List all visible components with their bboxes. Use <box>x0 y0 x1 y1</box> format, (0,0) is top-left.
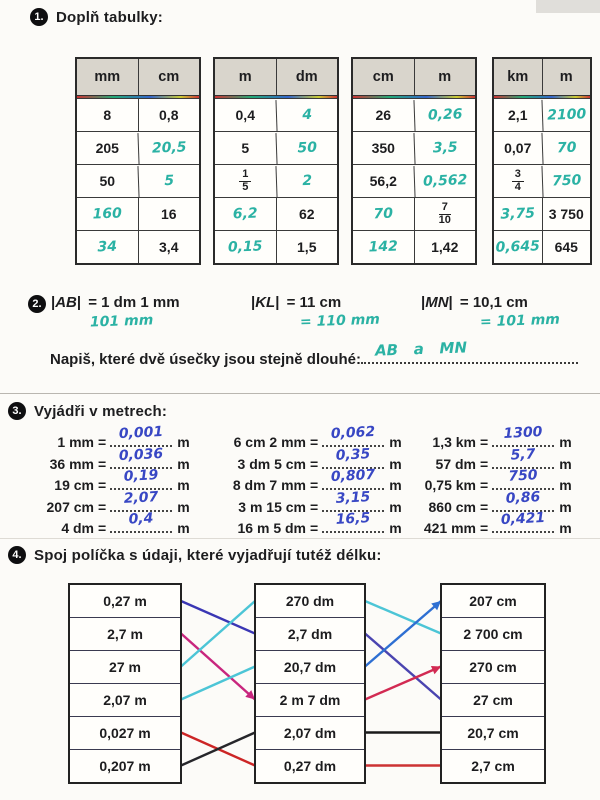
unit-label: m <box>177 498 190 515</box>
equals-sign: = <box>480 455 489 472</box>
unit-label: m <box>389 520 402 536</box>
table-row <box>215 164 337 197</box>
conversion-row <box>6 510 190 538</box>
handwritten-cell: 20,5 <box>137 131 200 165</box>
table-row <box>494 98 590 131</box>
conversion-label: 16 m 5 dm <box>237 520 306 536</box>
handwritten-answer: 0,036 <box>118 445 164 464</box>
segment-length-handwritten: = 110 mm <box>299 311 381 331</box>
table-row <box>353 197 475 230</box>
match-line <box>181 733 255 766</box>
match-box: 2,7 cm <box>442 749 544 782</box>
handwritten-answer: 0,86 <box>505 488 541 507</box>
match-box: 0,027 m <box>70 716 180 749</box>
table-row <box>215 131 337 164</box>
unit-label: m <box>389 498 402 515</box>
conversion-label: 421 mm <box>423 520 476 536</box>
table-row <box>353 164 475 197</box>
handwritten-cell: 70 <box>541 131 591 165</box>
table-header-cell: m <box>414 59 476 95</box>
printed-cell: 3,4 <box>138 231 200 263</box>
equals-sign: = <box>98 434 107 450</box>
unit-label: m <box>559 477 572 493</box>
handwritten-answer: 1300 <box>503 423 544 443</box>
dotted-blank <box>110 467 172 490</box>
table-header-cell: m <box>542 59 591 95</box>
handwritten-answer: 0,421 <box>500 509 546 529</box>
unit-label: m <box>177 477 190 493</box>
printed-cell: 26 <box>375 107 392 123</box>
conversion-label: 8 dm 7 mm <box>232 477 306 493</box>
printed-cell: 1,5 <box>276 231 338 263</box>
conversion-label: 1,3 km <box>432 434 476 450</box>
dotted-blank <box>322 423 384 447</box>
match-box: 0,27 m <box>103 593 147 609</box>
conversion-label: 57 dm <box>435 455 476 472</box>
dotted-blank <box>492 423 554 447</box>
match-box: 0,207 m <box>70 749 180 782</box>
unit-label: m <box>559 434 572 450</box>
exercise4-header <box>8 546 382 564</box>
match-line <box>181 601 255 667</box>
equals-sign: = <box>310 520 319 536</box>
unit-label: m <box>559 498 572 515</box>
table-row <box>77 131 199 164</box>
table-header-cell: cm <box>372 69 394 85</box>
handwritten-answer: 0,062 <box>330 423 376 443</box>
match-box: 0,27 dm <box>256 749 364 782</box>
table-row <box>215 98 337 131</box>
equals-sign: = <box>98 498 107 515</box>
handwritten-cell: 2 <box>275 164 338 198</box>
conversion-label: 3 dm 5 cm <box>237 455 306 472</box>
match-line <box>181 634 255 700</box>
match-box: 2,07 m <box>70 683 180 716</box>
handwritten-answer: 2,07 <box>123 488 159 507</box>
unit-label: m <box>389 434 402 450</box>
unit-table <box>213 57 339 265</box>
printed-cell: 1,42 <box>414 231 476 263</box>
handwritten-answer: 0,19 <box>123 467 159 485</box>
match-box: 2,7 m <box>70 617 180 650</box>
dotted-blank <box>322 466 384 490</box>
printed-cell: 56,2 <box>369 173 397 189</box>
dotted-blank <box>322 510 384 533</box>
section-divider-faint <box>0 538 600 539</box>
segment-length-handwritten: 101 mm <box>89 312 154 331</box>
printed-cell: 0,07 <box>504 140 532 156</box>
question-text: Napiš, které dvě úsečky jsou stejně dlouhé: <box>50 351 361 368</box>
conversion-label: 207 cm <box>46 498 94 515</box>
match-column <box>440 583 546 784</box>
printed-cell: 0,8 <box>138 99 200 131</box>
exercise3-number-badge: 3. <box>8 402 26 420</box>
printed-cell: $\frac{7}{10}$ <box>414 198 476 230</box>
handwritten-cell: 0,15 <box>227 238 263 256</box>
printed-cell: 62 <box>276 198 338 230</box>
unit-table <box>492 57 592 265</box>
exercise4-number-badge: 4. <box>8 546 26 564</box>
handwritten-cell: 0,562 <box>413 164 476 198</box>
match-box: 270 cm <box>442 650 544 683</box>
conversion-label: 0,75 km <box>424 477 476 493</box>
unit-tables <box>0 57 600 267</box>
exercise1-header <box>30 8 163 26</box>
exercise2-number-badge: 2. <box>28 295 46 313</box>
table-row <box>353 98 475 131</box>
conversion-label: 860 cm <box>428 498 476 515</box>
segment-length-printed: |KL| = 11 cm <box>248 294 342 311</box>
dotted-blank <box>110 510 172 533</box>
conversion-label: 1 mm <box>57 434 94 450</box>
match-box: 27 m <box>70 650 180 683</box>
table-header-cell: km <box>507 69 529 85</box>
handwritten-cell: 4 <box>275 98 338 132</box>
match-box: 2 m 7 dm <box>256 683 364 716</box>
equals-sign: = <box>480 520 489 536</box>
unit-label: m <box>559 455 572 472</box>
match-line <box>365 634 441 700</box>
handwritten-answer: 0,807 <box>330 466 376 486</box>
table-row <box>77 98 199 131</box>
conversion-row <box>392 509 572 538</box>
exercise2 <box>0 294 600 368</box>
printed-cell: 5 <box>241 140 250 156</box>
unit-label: m <box>389 477 402 493</box>
scan-smudge <box>536 0 600 13</box>
handwritten-answer: AB a MN <box>374 338 468 360</box>
printed-cell: 50 <box>99 173 116 189</box>
segment-length-printed: |MN| = 10,1 cm <box>418 294 528 311</box>
table-header-cell: cm <box>138 59 200 95</box>
handwritten-cell: 6,2 <box>232 205 258 223</box>
match-column <box>254 583 366 784</box>
match-box: 207 cm <box>469 593 517 609</box>
segment-row <box>0 294 600 340</box>
segment-item <box>248 294 380 329</box>
segment-length-handwritten: = 101 mm <box>479 311 561 331</box>
equals-sign: = <box>480 498 489 515</box>
match-box: 270 dm <box>285 593 335 609</box>
handwritten-cell: 3,75 <box>500 205 536 223</box>
unit-table <box>351 57 477 265</box>
table-header-cell: m <box>238 69 252 85</box>
dotted-blank <box>492 467 554 490</box>
handwritten-cell: 0,26 <box>413 98 476 132</box>
handwritten-cell: 70 <box>373 205 394 223</box>
conversion-column <box>392 423 572 538</box>
table-row <box>494 230 590 263</box>
handwritten-cell: 142 <box>368 238 399 256</box>
handwritten-cell: 3,5 <box>413 131 476 165</box>
handwritten-answer: 5,7 <box>510 445 536 464</box>
equals-sign: = <box>310 498 319 515</box>
question-line <box>50 338 578 368</box>
conversion-column <box>6 423 190 538</box>
handwritten-answer: 0,001 <box>118 423 164 443</box>
match-box: 2 700 cm <box>442 617 544 650</box>
handwritten-answer: 16,5 <box>335 510 371 528</box>
printed-cell: 645 <box>542 231 591 263</box>
table-row <box>77 164 199 197</box>
unit-table <box>75 57 201 265</box>
table-row <box>494 197 590 230</box>
handwritten-answer: 0,4 <box>128 510 154 528</box>
equals-sign: = <box>98 455 107 472</box>
match-box: 2,07 dm <box>256 716 364 749</box>
handwritten-cell: 160 <box>92 205 123 223</box>
printed-cell: $\frac{3}{4}$ <box>494 165 542 197</box>
equals-sign: = <box>98 477 107 493</box>
answer-blank <box>361 338 578 364</box>
table-row <box>353 131 475 164</box>
printed-cell: $\frac{1}{5}$ <box>215 165 276 197</box>
conversion-label: 4 dm <box>61 520 94 536</box>
segment-length-printed: |AB| = 1 dm 1 mm <box>48 294 180 311</box>
match-box: 27 cm <box>442 683 544 716</box>
dotted-blank <box>110 423 172 447</box>
table-row <box>215 197 337 230</box>
printed-cell: 350 <box>371 140 395 156</box>
unit-label: m <box>559 520 572 536</box>
conversion-label: 19 cm <box>54 477 94 493</box>
handwritten-answer: 3,15 <box>335 488 371 507</box>
printed-cell: 0,4 <box>235 107 255 123</box>
equals-sign: = <box>480 477 489 493</box>
table-header-cell: dm <box>276 59 338 95</box>
printed-cell: 16 <box>138 198 200 230</box>
conversion-label: 3 m 15 cm <box>238 498 306 515</box>
equals-sign: = <box>310 477 319 493</box>
match-column <box>68 583 182 784</box>
printed-cell: 2,1 <box>508 107 528 123</box>
match-area <box>0 583 600 795</box>
table-row <box>215 230 337 263</box>
printed-cell: 8 <box>103 107 112 123</box>
unit-label: m <box>177 455 190 472</box>
handwritten-cell: 750 <box>541 164 591 198</box>
exercise3-header <box>8 402 167 420</box>
unit-label: m <box>177 434 190 450</box>
table-header-cell: mm <box>94 69 121 85</box>
match-line <box>181 601 255 634</box>
table-row <box>77 230 199 263</box>
match-box: 20,7 cm <box>442 716 544 749</box>
exercise3-title: Vyjádři v metrech: <box>34 402 168 420</box>
segment-item <box>48 294 180 329</box>
match-line <box>365 601 441 634</box>
conversion-row <box>198 510 402 538</box>
printed-cell: 3 750 <box>542 198 591 230</box>
equals-sign: = <box>480 434 489 450</box>
unit-label: m <box>177 520 190 536</box>
section-divider <box>0 393 600 394</box>
dotted-blank <box>492 509 554 533</box>
unit-label: m <box>389 455 402 472</box>
equals-sign: = <box>310 434 319 450</box>
printed-cell: 205 <box>95 140 119 156</box>
exercise1-title: Doplň tabulky: <box>56 8 163 26</box>
conversion-label: 36 mm <box>49 455 94 472</box>
table-row <box>353 230 475 263</box>
handwritten-answer: 750 <box>508 467 539 485</box>
match-box: 2,7 dm <box>256 617 364 650</box>
table-row <box>494 131 590 164</box>
exercise1-number-badge: 1. <box>30 8 48 26</box>
match-line <box>181 733 255 766</box>
handwritten-cell: 34 <box>97 238 118 256</box>
handwritten-cell: 50 <box>275 131 338 165</box>
equals-sign: = <box>98 520 107 536</box>
equals-sign: = <box>310 455 319 472</box>
match-box: 20,7 dm <box>256 650 364 683</box>
conversion-column <box>198 423 402 538</box>
handwritten-cell: 2100 <box>541 98 591 132</box>
handwritten-answer: 0,35 <box>335 445 371 464</box>
segment-item <box>418 294 560 329</box>
handwritten-cell: 0,645 <box>495 238 541 256</box>
match-line <box>365 601 441 667</box>
match-line <box>181 667 255 700</box>
table-row <box>77 197 199 230</box>
conversion-label: 6 cm 2 mm <box>233 434 306 450</box>
match-line <box>365 667 441 700</box>
handwritten-cell: 5 <box>137 164 200 198</box>
table-row <box>494 164 590 197</box>
exercise4-title: Spoj políčka s údaji, které vyjadřují tutéž délku: <box>34 546 382 564</box>
